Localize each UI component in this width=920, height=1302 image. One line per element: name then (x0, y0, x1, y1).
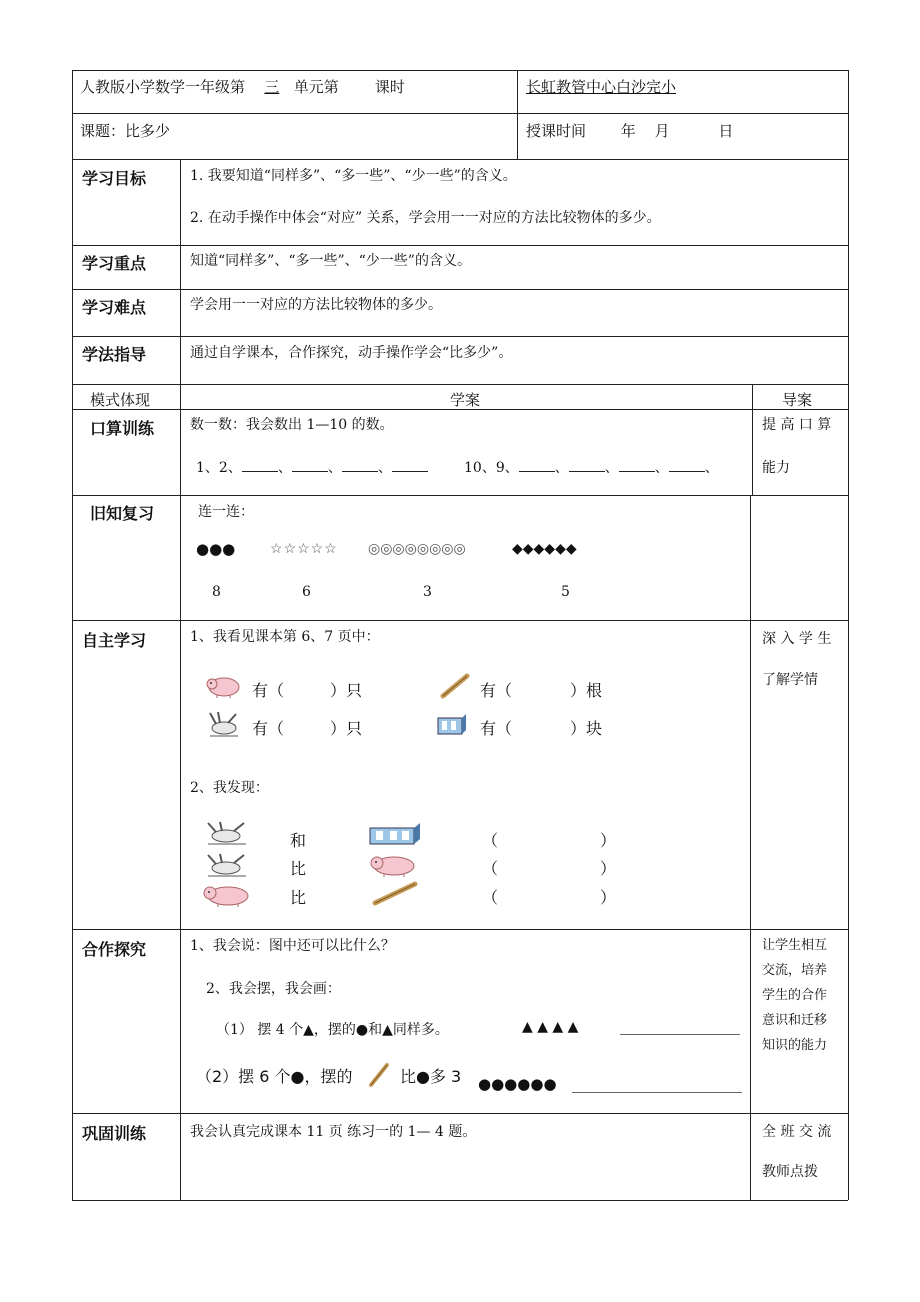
discover-compare: 比 (290, 859, 307, 878)
rabbit-icon (204, 852, 250, 878)
oral-label: 口算训练 (90, 419, 155, 438)
discover-paren-open: （ (482, 831, 499, 850)
self-study-q2: 2、我发现： (190, 780, 269, 796)
answer-blank[interactable] (619, 459, 655, 472)
key-points-text: 知道“同样多”、“多一些”、“少一些”的含义。 (190, 253, 471, 269)
lesson-time: 授课时间 年 月 日 (526, 122, 734, 140)
col-mode: 模式体现 (90, 391, 151, 409)
goals-label: 学习目标 (82, 169, 147, 188)
coop-guide (762, 933, 842, 1058)
review-number-2: 6 (302, 584, 311, 600)
method-text: 通过自学课本，合作探究，动手操作学会“比多少”。 (190, 345, 513, 361)
unit-number: 三 (264, 78, 280, 96)
review-number-4: 5 (561, 584, 570, 600)
self-study-guide-1: 深 入 学 生 (762, 631, 832, 647)
topic: 课题：比多少 (80, 122, 171, 140)
coop-guide-line: 学生的合作 (762, 988, 828, 1003)
discover-paren-open: （ (482, 859, 499, 878)
oral-seq-descending: 10、9、 、 、 、 、 (464, 460, 719, 476)
review-number-1: 8 (212, 584, 221, 600)
self-study-guide-2: 了解学情 (762, 672, 818, 688)
coop-guide-line: 知识的能力 (762, 1038, 828, 1053)
school-name: 长虹教管中心白沙完小 (526, 78, 677, 96)
review-group-circles: ●●● (196, 540, 236, 558)
answer-blank[interactable] (569, 459, 605, 472)
review-group-diamonds: ◆◆◆◆◆◆ (512, 541, 577, 557)
col-guide: 导案 (782, 391, 813, 409)
answer-blank[interactable] (392, 459, 428, 472)
block-icon (436, 712, 468, 736)
stick-icon (372, 880, 418, 906)
block-icon (368, 822, 422, 846)
answer-blank[interactable] (669, 459, 705, 472)
pig-count: 有（ ）只 (252, 681, 363, 700)
coop-item-2b: 比●多 3 (400, 1067, 462, 1086)
difficulties-label: 学习难点 (82, 298, 147, 317)
pig-icon (200, 882, 252, 908)
rabbit-count: 有（ ）只 (252, 719, 363, 738)
coop-guide-line: 意识和迁移 (762, 1013, 828, 1028)
oral-seq-ascending: 1、2、 、 、 、 (196, 457, 428, 477)
review-group-rings: ◎◎◎◎◎◎◎◎ (368, 541, 466, 557)
oral-guide-1: 提 高 口 算 (762, 417, 832, 433)
discover-compare: 比 (290, 888, 307, 907)
answer-blank[interactable] (242, 459, 278, 472)
goal-item-2: 2. 在动手操作中体会“对应” 关系，学会用一一对应的方法比较物体的多少。 (190, 210, 661, 226)
oral-intro: 数一数：我会数出 1—10 的数。 (190, 417, 394, 433)
answer-blank[interactable] (519, 459, 555, 472)
answer-blank[interactable] (342, 459, 378, 472)
pig-icon (368, 852, 418, 878)
review-number-3: 3 (423, 584, 432, 600)
coop-guide-line: 交流，培养 (762, 963, 828, 978)
discover-paren-close: ） (600, 859, 617, 878)
consolidate-text: 我会认真完成课本 11 页 练习一的 1— 4 题。 (190, 1124, 477, 1140)
draw-line[interactable] (572, 1092, 742, 1093)
review-intro: 连一连： (198, 504, 254, 520)
oral-guide-2: 能力 (762, 460, 790, 476)
coop-triangles: ▲ ▲ ▲ ▲ (522, 1019, 579, 1035)
review-label: 旧知复习 (90, 504, 155, 523)
consolidate-guide-1: 全 班 交 流 (762, 1124, 832, 1140)
stick-count: 有（ ）根 (480, 681, 603, 700)
discover-paren-open: （ (482, 888, 499, 907)
rabbit-icon (204, 820, 250, 846)
consolidate-label: 巩固训练 (82, 1124, 147, 1143)
self-study-label: 自主学习 (82, 631, 147, 650)
coop-item-2a: （2）摆 6 个●，摆的 (196, 1067, 353, 1086)
coop-guide-line: 让学生相互 (762, 938, 828, 953)
stick-icon (368, 1062, 390, 1088)
self-study-q1: 1、我看见课本第 6、7 页中： (190, 629, 380, 645)
difficulties-text: 学会用一一对应的方法比较物体的多少。 (190, 297, 442, 313)
block-count: 有（ ）块 (480, 719, 603, 738)
discover-paren-close: ） (600, 888, 617, 907)
coop-q1: 1、我会说：图中还可以比什么？ (190, 938, 395, 954)
pig-icon (204, 673, 242, 699)
discover-and: 和 (290, 831, 307, 850)
goal-item-1: 1. 我要知道“同样多”、“多一些”、“少一些”的含义。 (190, 168, 517, 184)
discover-paren-close: ） (600, 831, 617, 850)
method-label: 学法指导 (82, 345, 147, 364)
coop-item-1: （1） 摆 4 个▲，摆的●和▲同样多。 (216, 1022, 449, 1038)
coop-q2: 2、我会摆，我会画： (206, 981, 341, 997)
col-plan: 学案 (450, 391, 481, 409)
key-points-label: 学习重点 (82, 254, 147, 273)
stick-icon (440, 673, 470, 699)
draw-line[interactable] (620, 1034, 740, 1035)
review-group-stars: ☆☆☆☆☆ (270, 541, 338, 557)
coop-dots: ●●●●●● (478, 1075, 557, 1093)
header-title: 人教版小学数学一年级第 三 单元第 课时 (80, 78, 405, 96)
coop-label: 合作探究 (82, 940, 147, 959)
consolidate-guide-2: 教师点拨 (762, 1164, 818, 1180)
rabbit-icon (206, 710, 242, 738)
answer-blank[interactable] (292, 459, 328, 472)
